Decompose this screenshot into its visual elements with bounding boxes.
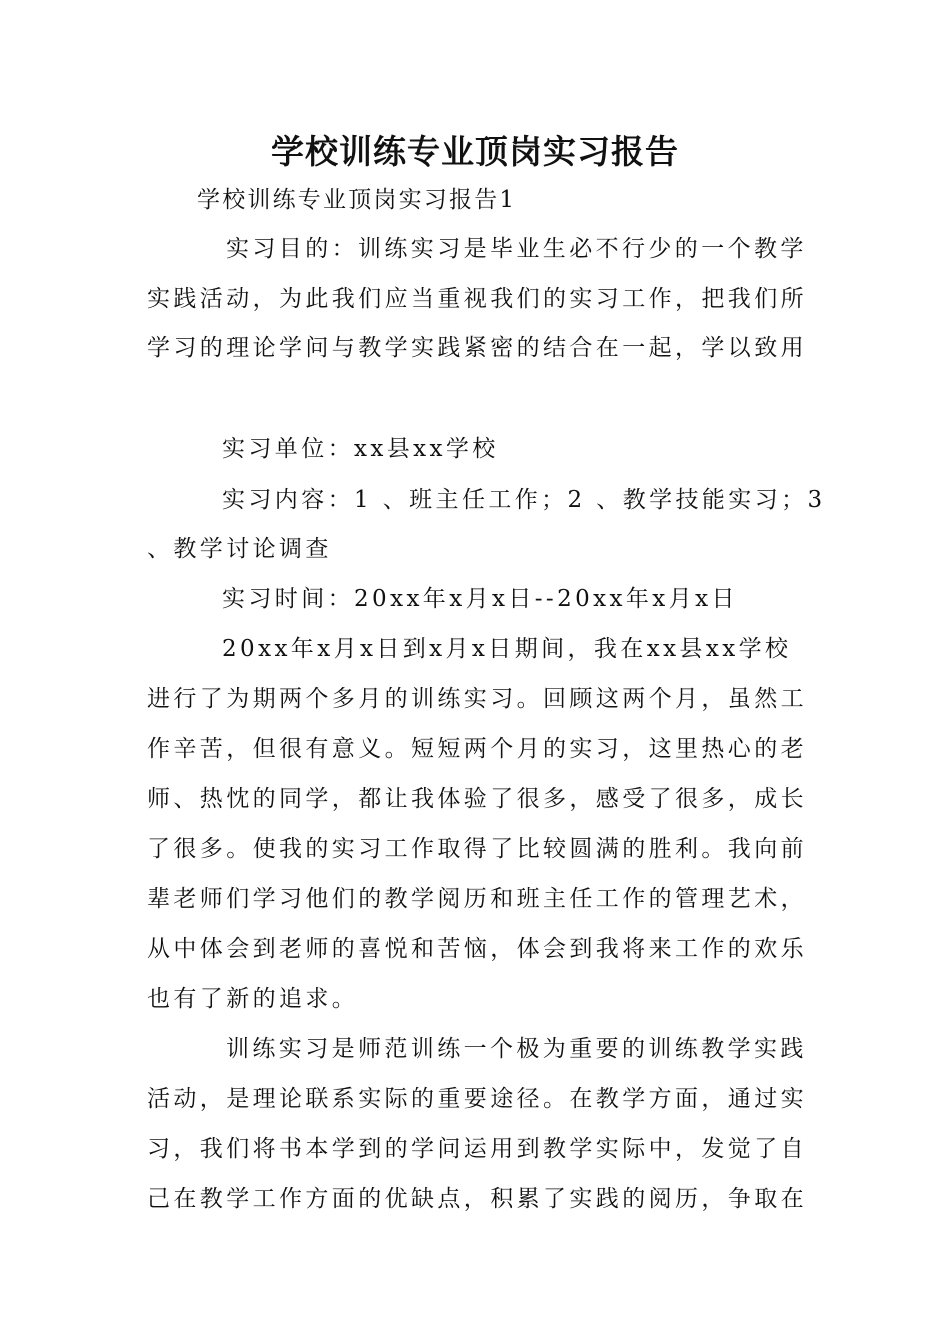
paragraph-line: 、教学讨论调查 xyxy=(147,536,332,562)
paragraph-line: 己在教学工作方面的优缺点，积累了实践的阅历，争取在 xyxy=(147,1186,807,1212)
report-subtitle: 学校训练专业顶岗实习报告1 xyxy=(197,187,517,213)
paragraph-line: 从中体会到老师的喜悦和苦恼，体会到我将来工作的欢乐 xyxy=(147,936,807,962)
paragraph-line: 实践活动，为此我们应当重视我们的实习工作，把我们所 xyxy=(147,286,807,312)
paragraph-line: 师、热忱的同学，都让我体验了很多，感受了很多，成长 xyxy=(147,786,807,812)
paragraph-line: 活动，是理论联系实际的重要途径。在教学方面，通过实 xyxy=(147,1086,807,1112)
paragraph-line: 学习的理论学问与教学实践紧密的结合在一起，学以致用 xyxy=(147,335,807,361)
paragraph-line: 作辛苦，但很有意义。短短两个月的实习，这里热心的老 xyxy=(147,736,807,762)
document-title: 学校训练专业顶岗实习报告 xyxy=(271,132,679,171)
paragraph-line: 辈老师们学习他们的教学阅历和班主任工作的管理艺术， xyxy=(147,886,807,912)
internship-time-line: 实习时间：20xx年x月x日--20xx年x月x日 xyxy=(222,586,738,612)
internship-unit-line: 实习单位：xx县xx学校 xyxy=(222,436,499,462)
paragraph-line: 了很多。使我的实习工作取得了比较圆满的胜利。我向前 xyxy=(147,836,807,862)
paragraph-line: 训练实习是师范训练一个极为重要的训练教学实践 xyxy=(226,1036,807,1062)
paragraph-line: 习，我们将书本学到的学问运用到教学实际中，发觉了自 xyxy=(147,1136,807,1162)
paragraph-line: 20xx年x月x日到x月x日期间，我在xx县xx学校 xyxy=(222,636,792,662)
paragraph-line: 也有了新的追求。 xyxy=(147,986,359,1012)
paragraph-line: 进行了为期两个多月的训练实习。回顾这两个月，虽然工 xyxy=(147,686,807,712)
paragraph-line: 实习目的：训练实习是毕业生必不行少的一个教学 xyxy=(226,236,807,262)
internship-content-line: 实习内容：1 、班主任工作；2 、教学技能实习；3 xyxy=(222,487,826,513)
